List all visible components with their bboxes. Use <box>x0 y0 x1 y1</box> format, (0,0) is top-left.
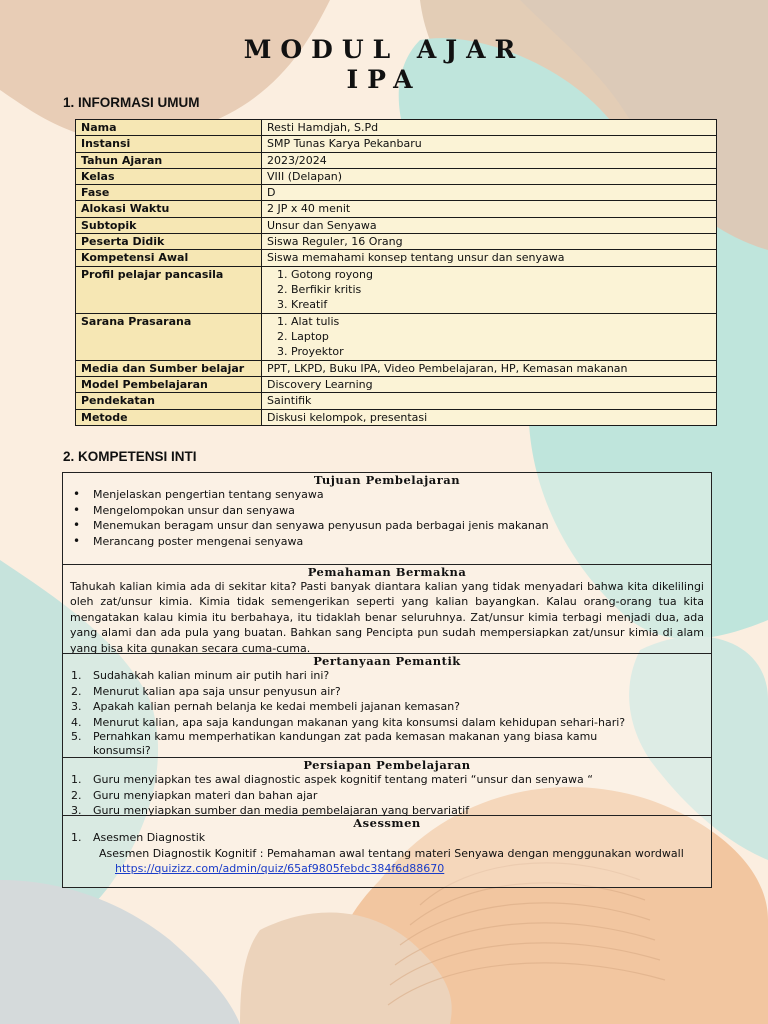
item-text: Menurut kalian, apa saja kandungan makanan yang kita konsumsi dalam kehidupan sehari-hari? <box>93 715 626 729</box>
persiapan-list <box>63 772 711 819</box>
row-key: Kelas <box>76 168 262 184</box>
pemantik-section <box>63 653 711 758</box>
item-number: 1. <box>71 669 82 682</box>
table-row <box>76 393 717 409</box>
row-key: Fase <box>76 185 262 201</box>
item-number: 3. <box>71 700 82 714</box>
row-value: PPT, LKPD, Buku IPA, Video Pembelajaran, HP, Kemasan makanan <box>262 360 717 376</box>
row-value: Resti Hamdjah, S.Pd <box>262 120 717 136</box>
table-row <box>76 152 717 168</box>
list-item: • Menjelaskan pengertian tentang senyawa <box>63 487 711 503</box>
item-number: 3. <box>71 804 82 818</box>
list-item <box>63 788 711 804</box>
table-row <box>76 250 717 266</box>
table-row <box>76 266 717 313</box>
persiapan-section <box>63 757 711 819</box>
table-row <box>76 313 717 360</box>
asesmen-description: Asesmen Diagnostik Kognitif : Pemahaman awal tentang materi Senyawa dengan menggunakan wordwall <box>99 846 684 860</box>
list-item <box>63 730 711 758</box>
row-key: Metode <box>76 409 262 425</box>
row-key: Media dan Sumber belajar <box>76 360 262 376</box>
table-row <box>76 409 717 425</box>
table-row <box>76 185 717 201</box>
item-text: Guru menyiapkan materi dan bahan ajar <box>93 788 318 802</box>
pemahaman-paragraph: Tahukah kalian kimia ada di sekitar kita? Pasti banyak diantara kalian yang tidak menyadari bahwa kita dikelilingi oleh zat/unsur kimia. Kimia tidak semengerikan seperti yang kalian bayangkan. Kalau orang-orang tua kita mengatakan kalau kimia itu berbahaya, itu tidaklah benar seluruhnya. Zat/unsur kimia terbagi menjadi dua, ada yang alami dan ada pula yang buatan. Bahkan sang Pencipta pun sudah mempersiapkan zat/unsur kimia di alam yang bisa kita gunakan secara cuma-cuma. <box>70 580 704 655</box>
table-row <box>76 168 717 184</box>
row-value: VIII (Delapan) <box>262 168 717 184</box>
item-text: Guru menyiapkan tes awal diagnostic aspek kognitif tentang materi “unsur dan senyawa “ <box>93 773 593 786</box>
row-key: Pendekatan <box>76 393 262 409</box>
item-number: 1. <box>71 831 82 844</box>
table-row <box>76 136 717 152</box>
row-key: Alokasi Waktu <box>76 201 262 217</box>
table-row <box>76 234 717 250</box>
table-row <box>76 376 717 392</box>
section-heading-informasi-umum: 1. INFORMASI UMUM <box>63 95 200 110</box>
row-key: Profil pelajar pancasila <box>76 266 262 313</box>
list-item <box>63 684 711 700</box>
table-row <box>76 217 717 233</box>
list-item: • Merancang poster mengenai senyawa <box>63 534 711 550</box>
item-text: Asesmen Diagnostik <box>93 831 206 844</box>
row-value: Saintifik <box>262 393 717 409</box>
list-item: 2. Berfikir kritis <box>291 282 711 297</box>
item-number: 2. <box>71 788 82 802</box>
list-item <box>63 699 711 715</box>
row-value: Siswa Reguler, 16 Orang <box>262 234 717 250</box>
persiapan-heading: Persiapan Pembelajaran <box>303 758 471 772</box>
row-key: Model Pembelajaran <box>76 376 262 392</box>
list-item: 2. Laptop <box>291 329 711 344</box>
pemahaman-section <box>63 564 711 656</box>
item-number: 1. <box>71 773 82 786</box>
row-value: 2 JP x 40 menit <box>262 201 717 217</box>
row-value: Diskusi kelompok, presentasi <box>262 409 717 425</box>
row-key: Tahun Ajaran <box>76 152 262 168</box>
tujuan-list <box>63 487 711 549</box>
asesmen-list <box>63 830 711 846</box>
quiz-link[interactable]: https://quizizz.com/admin/quiz/65af9805febdc384f6d88670 <box>115 862 445 875</box>
row-key: Subtopik <box>76 217 262 233</box>
list-item: 3. Kreatif <box>291 297 711 312</box>
row-value: D <box>262 185 717 201</box>
item-text: Pernahkan kamu memperhatikan kandungan zat pada kemasan makanan yang biasa kamu konsumsi? <box>93 730 598 758</box>
item-number: 5. <box>71 730 82 744</box>
item-text: Guru menyiapkan sumber dan media pembelajaran yang bervariatif <box>93 804 470 818</box>
row-value: Discovery Learning <box>262 376 717 392</box>
item-text: Menurut kalian apa saja unsur penyusun air? <box>93 684 341 698</box>
pemantik-heading: Pertanyaan Pemantik <box>313 654 461 668</box>
item-text: Apakah kalian pernah belanja ke kedai membeli jajanan kemasan? <box>93 700 461 714</box>
asesmen-section <box>63 815 711 876</box>
item-number: 4. <box>71 715 82 729</box>
list-item: 1. Alat tulis <box>291 314 711 329</box>
list-item: 3. Proyektor <box>291 344 711 359</box>
row-value: 2023/2024 <box>262 152 717 168</box>
row-value: SMP Tunas Karya Pekanbaru <box>262 136 717 152</box>
item-number: 2. <box>71 684 82 698</box>
list-item: • Mengelompokan unsur dan senyawa <box>63 503 711 519</box>
list-item <box>63 715 711 731</box>
row-key: Sarana Prasarana <box>76 313 262 360</box>
list-item <box>63 830 711 846</box>
kompetensi-inti-box <box>62 472 712 888</box>
table-row <box>76 120 717 136</box>
document-title: MODUL AJAR <box>243 35 525 64</box>
list-item: • Menemukan beragam unsur dan senyawa penyusun pada berbagai jenis makanan <box>63 518 711 534</box>
row-key: Nama <box>76 120 262 136</box>
section-heading-kompetensi-inti: 2. KOMPETENSI INTI <box>63 449 197 464</box>
asesmen-heading: Asessmen <box>353 816 421 830</box>
row-value-list <box>262 313 717 360</box>
pemahaman-heading: Pemahaman Bermakna <box>307 565 467 579</box>
pemantik-list <box>63 668 711 758</box>
tujuan-heading: Tujuan Pembelajaran <box>313 473 461 487</box>
row-value-list <box>262 266 717 313</box>
table-row <box>76 360 717 376</box>
list-item: 1. Gotong royong <box>291 267 711 282</box>
list-item <box>63 668 711 684</box>
info-table <box>75 119 717 426</box>
row-key: Peserta Didik <box>76 234 262 250</box>
row-value: Siswa memahami konsep tentang unsur dan senyawa <box>262 250 717 266</box>
row-key: Instansi <box>76 136 262 152</box>
document-subject: IPA <box>346 65 422 94</box>
row-value: Unsur dan Senyawa <box>262 217 717 233</box>
tujuan-section <box>63 473 711 549</box>
list-item <box>63 772 711 788</box>
table-row <box>76 201 717 217</box>
item-text: Sudahakah kalian minum air putih hari ini? <box>93 669 330 682</box>
row-key: Kompetensi Awal <box>76 250 262 266</box>
